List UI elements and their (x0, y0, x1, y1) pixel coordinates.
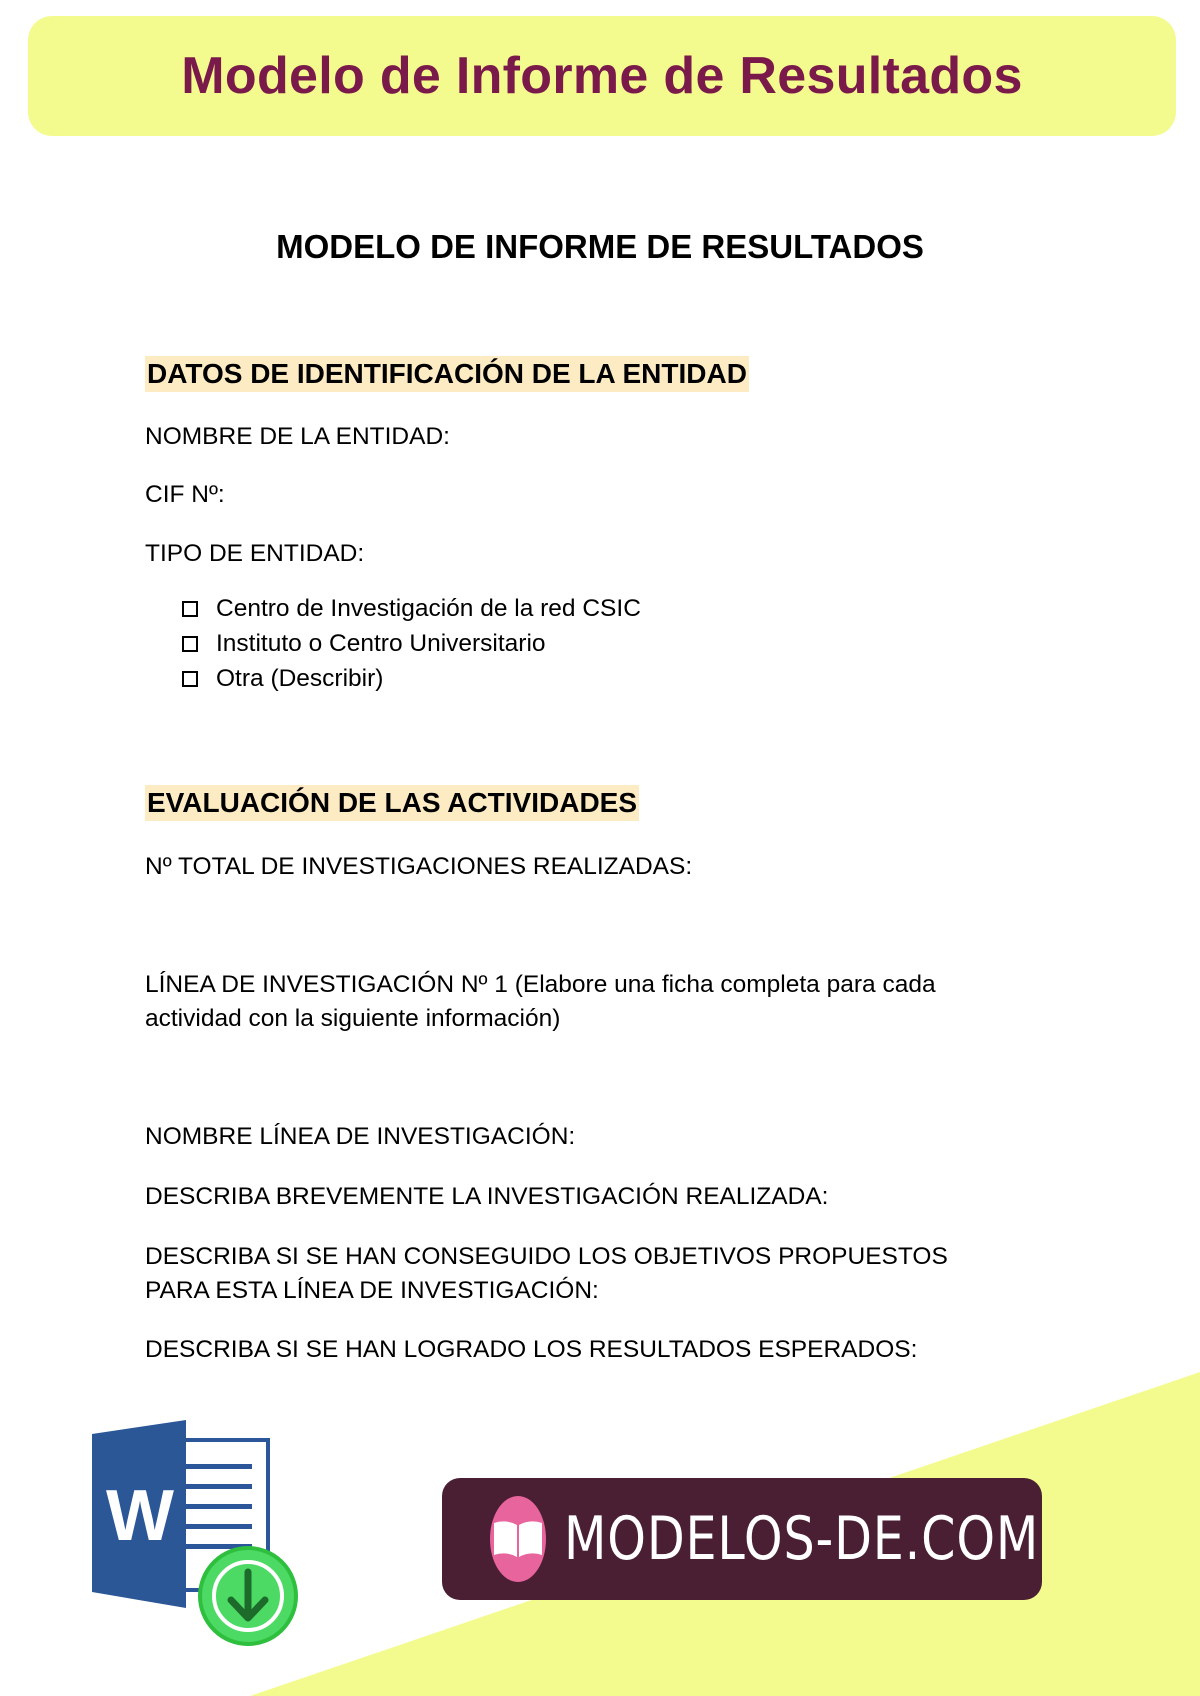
checkbox-icon[interactable] (182, 601, 198, 617)
brand-badge[interactable] (442, 1478, 1042, 1600)
option-university (182, 630, 546, 658)
field-entity-type: TIPO DE ENTIDAD: (145, 540, 365, 567)
option-other (182, 665, 383, 693)
field-objectives-cont: PARA ESTA LÍNEA DE INVESTIGACIÓN: (145, 1277, 599, 1304)
word-download-icon[interactable] (88, 1420, 308, 1660)
svg-text:W: W (106, 1476, 174, 1556)
checkbox-icon[interactable] (182, 636, 198, 652)
option-label: Otra (Describir) (216, 665, 384, 692)
option-csic (182, 595, 641, 623)
field-results: DESCRIBA SI SE HAN LOGRADO LOS RESULTADOS ESPERADOS: (145, 1336, 918, 1363)
document-title: MODELO DE INFORME DE RESULTADOS (276, 228, 924, 265)
field-cif: CIF Nº: (145, 481, 225, 508)
section-heading-identification: DATOS DE IDENTIFICACIÓN DE LA ENTIDAD (145, 356, 749, 392)
open-book-icon (490, 1496, 546, 1582)
brand-name: MODELOS-DE.COM (564, 1504, 1040, 1574)
field-entity-name: NOMBRE DE LA ENTIDAD: (145, 423, 450, 450)
title-banner (28, 16, 1176, 136)
section-heading-evaluation: EVALUACIÓN DE LAS ACTIVIDADES (145, 785, 639, 821)
field-describe-research: DESCRIBA BREVEMENTE LA INVESTIGACIÓN REALIZADA: (145, 1183, 829, 1210)
banner-title: Modelo de Informe de Resultados (181, 47, 1023, 105)
field-research-line-1-cont: actividad con la siguiente información) (145, 1005, 561, 1032)
checkbox-icon[interactable] (182, 671, 198, 687)
field-research-line-1: LÍNEA DE INVESTIGACIÓN Nº 1 (Elabore una ficha completa para cada (145, 971, 936, 998)
option-label: Centro de Investigación de la red CSIC (216, 595, 641, 622)
option-label: Instituto o Centro Universitario (216, 630, 546, 657)
field-research-line-name: NOMBRE LÍNEA DE INVESTIGACIÓN: (145, 1123, 576, 1150)
field-objectives: DESCRIBA SI SE HAN CONSEGUIDO LOS OBJETIVOS PROPUESTOS (145, 1243, 948, 1270)
field-total-research: Nº TOTAL DE INVESTIGACIONES REALIZADAS: (145, 853, 693, 880)
